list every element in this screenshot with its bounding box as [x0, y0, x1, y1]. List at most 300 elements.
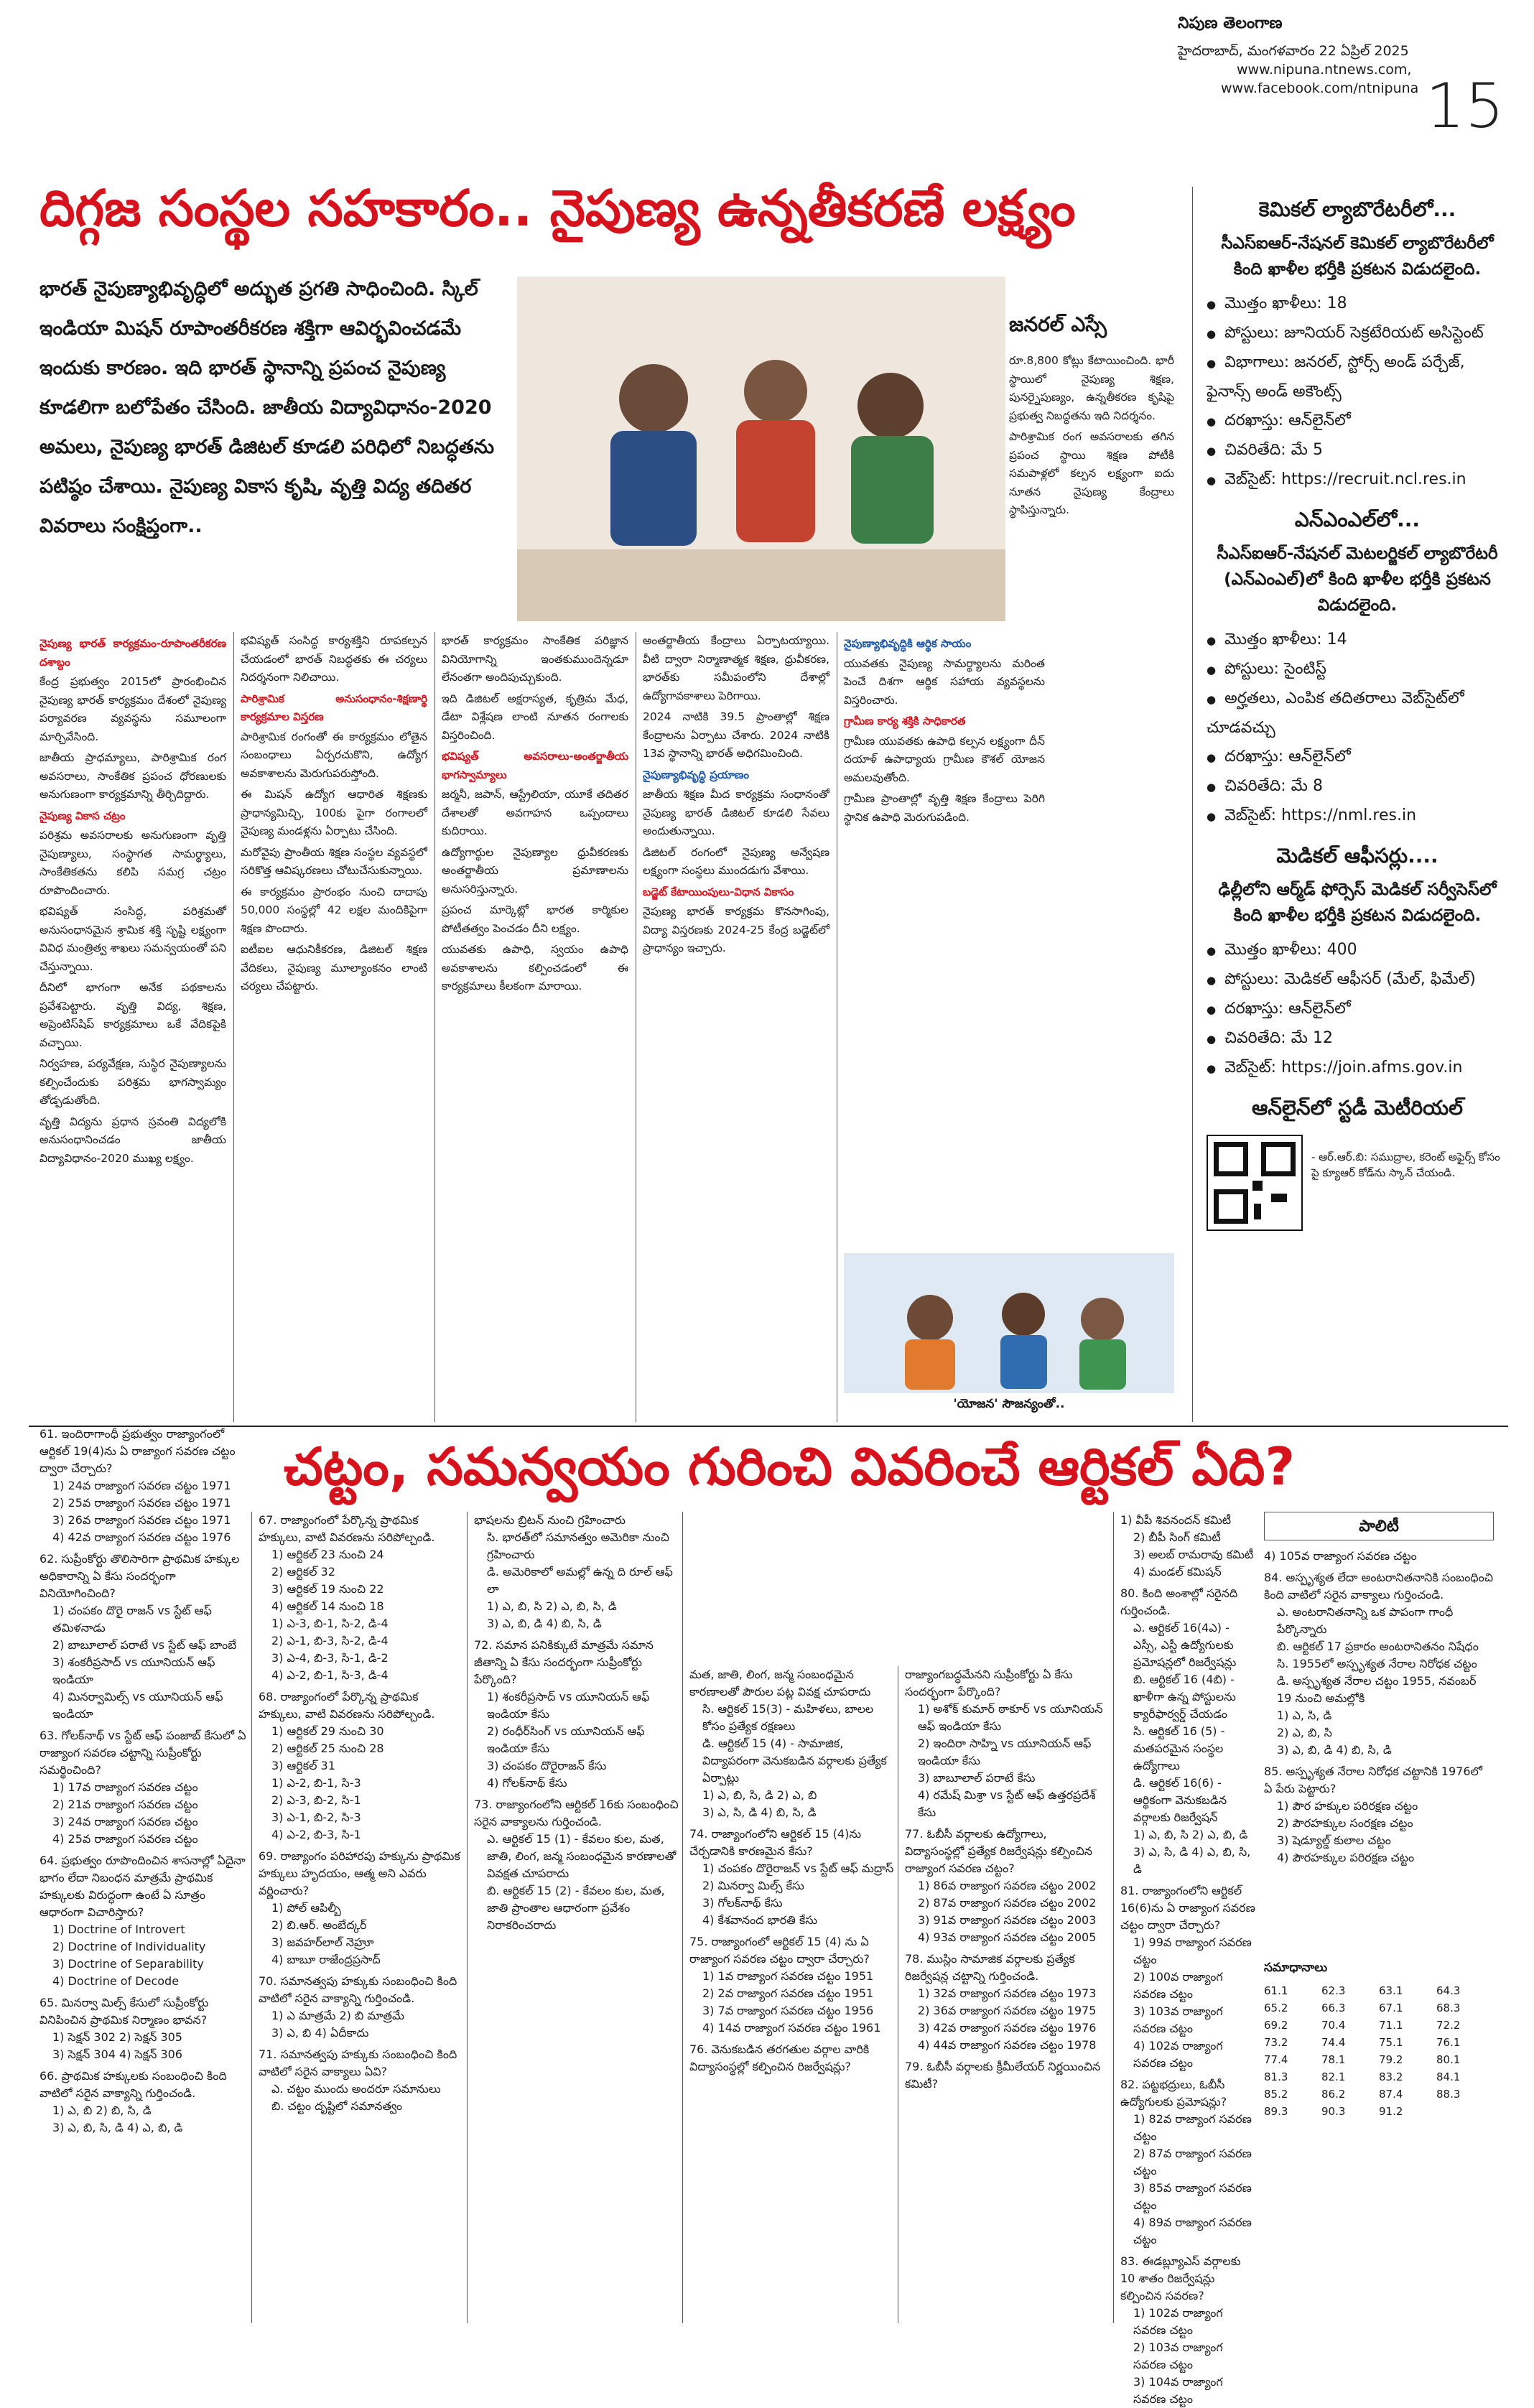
- paragraph: దీనిలో భాగంగా అనేక పథకాలను ప్రవేశపెట్టారు. వృత్తి విద్య, శిక్షణ, అప్రెంటిస్‌షిప్ కార్యక్రమాలు ఒకే వేదికపైకి వచ్చాయి.: [39, 981, 226, 1049]
- question-option: 3) సెక్షన్ 304 4) సెక్షన్ 306: [52, 2047, 182, 2061]
- quiz-question: [259, 1512, 463, 1684]
- paragraph: పరిశ్రమ అవసరాలకు అనుగుణంగా వృత్తి నైపుణ్యాలు, సంస్థాగత సామర్థ్యాలు, సాంకేతికతను కలిపి సమగ్ర చట్రం రూపొందించారు.: [39, 829, 226, 897]
- paragraph: గ్రామీణ ప్రాంతాల్లో వృత్తి శిక్షణ కేంద్రాలు పెరిగి స్థానిక ఉపాధి మెరుగుపడింది.: [844, 792, 1045, 824]
- job-details-list: [1207, 936, 1508, 1083]
- question-option: 4) రమేష్ మిశ్రా vs స్టేట్ ఆఫ్ ఉత్తరప్రదేశ్ కేసు: [918, 1788, 1096, 1819]
- question-option: 2) 87వ రాజ్యాంగ సవరణ చట్టం 2002: [918, 1896, 1097, 1910]
- question-option: సి. ఆర్టికల్ 15(3) - మహిళలు, బాలల కోసం ప్రత్యేక రక్షణలు: [702, 1702, 874, 1733]
- column-divider: [467, 1512, 468, 2323]
- question-option: 2) ఎ-1, బి-3, సి-2, డి-4: [271, 1634, 389, 1647]
- qr-code-icon[interactable]: [1207, 1135, 1303, 1231]
- question-text: 62. సుప్రీంకోర్టు తొలిసారిగా ప్రాథమిక హక్కుల అధికారాన్ని ఏ కేసు సందర్భంగా వినియోగించింది?: [39, 1552, 240, 1600]
- masthead: [1178, 14, 1465, 98]
- section-label: పాలిటీ: [1264, 1512, 1494, 1540]
- question-option: డి. ఆర్టికల్ 16(6) - ఆర్థికంగా వెనుకబడిన వర్గాలకు రిజర్వేషన్: [1133, 1776, 1227, 1824]
- quiz-question: [474, 1796, 679, 1934]
- question-option: 3) 104వ రాజ్యాంగ సవరణ చట్టం: [1133, 2375, 1223, 2406]
- paragraph: యువతకు ఉపాధి, స్వయం ఉపాధి అవకాశాలను కల్పించడంలో ఈ కార్యక్రమాలు కీలకంగా మారాయి.: [442, 943, 628, 993]
- question-option: 2) రంధీర్‌సింగ్ vs యూనియన్ ఆఫ్ ఇండియా కేసు: [487, 1724, 645, 1755]
- quiz-question: [1120, 1512, 1257, 1581]
- question-text: 65. మినర్వా మిల్స్ కేసులో సుప్రీంకోర్టు వినిపించిన ప్రాథమిక నిర్మాణం భావన?: [39, 1996, 209, 2027]
- job-detail: ● చివరితేది: మే 5: [1207, 436, 1508, 465]
- question-text: భాషలను బ్రిటన్ నుంచి గ్రహించారు: [474, 1513, 626, 1527]
- quiz-question: [39, 1727, 248, 1848]
- jobs-sidebar: [1207, 197, 1508, 1231]
- article-headline: దిగ్గజ సంస్థల సహకారం.. నైపుణ్య ఉన్నతీకరణే లక్ష్యం: [39, 179, 1076, 238]
- question-text: 63. గోలక్‌నాథ్ vs స్టేట్ ఆఫ్ పంజాబ్ కేసులో ఏ రాజ్యాంగ సవరణ చట్టాన్ని సుప్రీంకోర్టు సమర్థించింది?: [39, 1729, 246, 1777]
- quiz-question: [689, 1933, 894, 2037]
- question-option: 1) Doctrine of Introvert: [52, 1923, 185, 1936]
- answer-item: 88.3: [1436, 2088, 1461, 2101]
- question-option: 3) అలబ్ రామరావు కమిటీ: [1133, 1548, 1254, 1561]
- question-option: 3) 42వ రాజ్యాంగ సవరణ చట్టం 1976: [918, 2021, 1097, 2035]
- job-block-nml: [1207, 508, 1508, 831]
- question-text: 82. పట్టభద్రులు, ఓబీసీ ఉద్యోగులకు ప్రమోషన్లు?: [1120, 2078, 1227, 2109]
- quiz-column-6: [1120, 1512, 1257, 2406]
- quiz-question: [905, 1666, 1110, 1821]
- job-website[interactable]: ● వెబ్‌సైట్: https://recruit.ncl.res.in: [1207, 465, 1508, 495]
- question-text: 4) 105వ రాజ్యాంగ సవరణ చట్టం: [1264, 1549, 1417, 1563]
- question-option: 1) 99వ రాజ్యాంగ సవరణ చట్టం: [1133, 1935, 1252, 1966]
- quiz-question: [689, 2041, 894, 2075]
- question-option: 3) ఎ, బి, సి, డి 4) ఎ, బి, డి: [52, 2121, 183, 2134]
- answer-item: 77.4: [1264, 2053, 1288, 2066]
- quiz-question: [1264, 1569, 1494, 1759]
- question-option: 1) శంకరీప్రసాద్ vs యూనియన్ ఆఫ్ ఇండియా కేసు: [487, 1690, 650, 1721]
- question-option: 3) ఎ, సి, డి 4) బి, సి, డి: [702, 1805, 817, 1819]
- page-number: 15: [1426, 70, 1505, 142]
- paragraph: వృత్తి విద్యను ప్రధాన స్రవంతి విద్యలోకి అనుసంధానించడం జాతీయ విద్యావిధానం-2020 ముఖ్య లక్ష్యం.: [39, 1115, 226, 1165]
- quiz-question: [905, 2058, 1110, 2093]
- question-option: బి. ఆర్టికల్ 17 ప్రకారం అంటరానితనం నిషేధం: [1277, 1640, 1479, 1653]
- column-divider: [434, 632, 435, 1422]
- quiz-question: [259, 2046, 463, 2115]
- question-text: 81. రాజ్యాంగంలోని ఆర్టికల్ 16(6)ను ఏ రాజ్యాంగ సవరణ చట్టం ద్వారా చేర్చారు?: [1120, 1884, 1255, 1932]
- article-column-4: [643, 632, 829, 1422]
- dateline: హైదరాబాద్, మంగళవారం 22 ఏప్రిల్ 2025: [1178, 43, 1409, 59]
- paragraph: జాతీయ ప్రాధమ్యాలు, పారిశ్రామిక రంగ అవసరాలు, సాంకేతిక ప్రపంచ ధోరణులకు అనుగుణంగా కార్యక్రమాన్ని తీర్చిదిద్దారు.: [39, 751, 226, 801]
- question-option: 2) ఇందిరా సాహ్ని vs యూనియన్ ఆఫ్ ఇండియా కేసు: [918, 1737, 1092, 1767]
- answer-item: 62.3: [1321, 1984, 1346, 1997]
- question-option: 1) 102వ రాజ్యాంగ సవరణ చట్టం: [1133, 2306, 1223, 2337]
- question-option: 1) పోల్ ఆపిల్బీ: [271, 1901, 341, 1915]
- job-detail: ● పోస్టులు: మెడికల్ ఆఫీసర్ (మేల్, ఫిమేల్): [1207, 965, 1508, 995]
- answer-item: 66.3: [1321, 2002, 1346, 2014]
- yojana-image: [844, 1253, 1174, 1393]
- job-detail: ● దరఖాస్తు: ఆన్‌లైన్‌లో: [1207, 406, 1508, 436]
- job-website[interactable]: ● వెబ్‌సైట్: https://join.afms.gov.in: [1207, 1054, 1508, 1083]
- question-option: 2) మినర్వా మిల్స్ కేసు: [702, 1879, 804, 1892]
- paragraph: యువతకు నైపుణ్య సామర్థ్యాలను మరింత పెంచే దిశగా ఆర్థిక సహాయ వ్యవస్థలను విస్తరించారు.: [844, 656, 1045, 707]
- question-text: 83. ఈడబ్ల్యూఎస్ వర్గాలకు 10 శాతం రిజర్వేషన్లు కల్పించిన సవరణ?: [1120, 2254, 1241, 2302]
- answer-item: 84.1: [1436, 2070, 1461, 2083]
- question-option: 2) ఆర్టికల్ 32: [271, 1565, 335, 1579]
- answer-item: 85.2: [1264, 2088, 1288, 2101]
- question-option: 1) 86వ రాజ్యాంగ సవరణ చట్టం 2002: [918, 1879, 1097, 1892]
- paragraph: కేంద్ర ప్రభుత్వం 2015లో ప్రారంభించిన నైపుణ్య భారత్ కార్యక్రమం దేశంలో నైపుణ్య పర్యావరణ వ్యవస్థను సమూలంగా మార్చివేసింది.: [39, 675, 226, 743]
- question-text: 69. రాజ్యాంగం పరిహారపు హక్కును ప్రాథమిక హక్కులు హృదయం, ఆత్మ అని ఎవరు వర్ణించారు?: [259, 1849, 460, 1897]
- question-option: 3) 26వ రాజ్యాంగ సవరణ చట్టం 1971: [52, 1513, 231, 1527]
- job-detail: ● పోస్టులు: సైంటిస్ట్: [1207, 655, 1508, 684]
- question-option: డి. అస్పృశ్యత నేరాల చట్టం 1955, నవంబర్ 19 నుంచి అమల్లోకి: [1277, 1674, 1477, 1705]
- question-option: 4) 44వ రాజ్యాంగ సవరణ చట్టం 1978: [918, 2038, 1097, 2052]
- question-option: 1) 82వ రాజ్యాంగ సవరణ చట్టం: [1133, 2112, 1252, 2143]
- answer-item: 90.3: [1321, 2105, 1346, 2118]
- question-option: 3) Doctrine of Separability: [52, 1957, 204, 1971]
- question-option: 3) గోలక్‌నాథ్ కేసు: [702, 1896, 783, 1910]
- paragraph: 2024 నాటికి 39.5 ప్రాంతాల్లో శిక్షణ కేంద్రాలను ఏర్పాటు చేశారు. 2024 నాటికి 13వ స్థానాన్ని భారత్ అధిగమించింది.: [643, 710, 829, 760]
- subheading: నైపుణ్యాభివృద్ధికి ఆర్థిక సాయం: [844, 637, 972, 650]
- question-option: 4) 102వ రాజ్యాంగ సవరణ చట్టం: [1133, 2039, 1223, 2070]
- answer-item: 63.1: [1379, 1984, 1403, 1997]
- paragraph: ఇది డిజిటల్ అక్షరాస్యత, కృత్రిమ మేధ, డేటా విశ్లేషణ లాంటి నూతన రంగాలకు విస్తరించింది.: [442, 692, 628, 742]
- question-text: 79. ఓబీసీ వర్గాలకు క్రీమీలేయర్ నిర్ణయించిన కమిటీ?: [905, 2060, 1101, 2091]
- job-detail: ● చివరితేది: మే 8: [1207, 772, 1508, 801]
- question-option: 4) 93వ రాజ్యాంగ సవరణ చట్టం 2005: [918, 1930, 1097, 1944]
- answer-item: 91.2: [1379, 2105, 1403, 2118]
- question-option: 1) ఆర్టికల్ 23 నుంచి 24: [271, 1548, 384, 1561]
- answer-key: [1264, 1961, 1494, 2120]
- quiz-question: [1120, 2253, 1257, 2408]
- question-option: 1) ఎ మాత్రమే 2) బి మాత్రమే: [271, 2009, 404, 2022]
- job-block-afms: [1207, 844, 1508, 1083]
- quiz-question: [259, 1848, 463, 1968]
- question-option: 2) Doctrine of Individuality: [52, 1940, 206, 1953]
- article-intro: భారత్ నైపుణ్యాభివృద్ధిలో అద్భుత ప్రగతి సాధించింది. స్కిల్ ఇండియా మిషన్ రూపాంతరీకరణ శక్తిగా ఆవిర్భవించడమే ఇందుకు కారణం. ఇది భారత్ స్థానాన్ని ప్రపంచ నైపుణ్య కూడలిగా బలోపేతం చేసింది. జాతీయ విద్యావిధానం-2020 అమలు, నైపుణ్య భారత్ డిజిటల్ కూడలి పరిధిలో నిబద్ధతను పటిష్ఠం చేశాయి. నైపుణ్య వికాస కృషి, వృత్తి విద్య తదితర వివరాలు సంక్షిప్తంగా..: [39, 278, 495, 537]
- question-text: రాజ్యాంగబద్ధమేనని సుప్రీంకోర్టు ఏ కేసు సందర్భంగా పేర్కొంది?: [905, 1668, 1073, 1698]
- paragraph: గ్రామీణ యువతకు ఉపాధి కల్పన లక్ష్యంగా దీన్ దయాళ్ ఉపాధ్యాయ గ్రామీణ కౌశల్ యోజన అమలవుతోంది.: [844, 734, 1045, 784]
- job-subtitle: సీఎస్ఐఆర్-నేషనల్ కెమికల్ ల్యాబొరేటరీలో కింది ఖాళీల భర్తీకి ప్రకటన విడుదలైంది.: [1221, 234, 1494, 279]
- question-option: ఎ. చట్టం ముందు అందరూ సమానులు: [271, 2082, 441, 2096]
- question-option: ఎ. ఆర్టికల్ 15 (1) - కేవలం కుల, మత, జాతి, లింగ, జన్మ సంబంధమైన కారణాలతో వివక్షత చూపరాదు: [487, 1832, 677, 1880]
- quiz-question: [905, 1826, 1110, 1946]
- answer-item: 69.2: [1264, 2019, 1288, 2032]
- question-option: 3) ఎ-4, బి-3, సి-1, డి-2: [271, 1651, 389, 1665]
- job-detail: ● దరఖాస్తు: ఆన్‌లైన్‌లో: [1207, 743, 1508, 772]
- article-column-top: [1009, 352, 1174, 610]
- paragraph: ఉద్యోగార్థుల నైపుణ్యాల ధ్రువీకరణకు అంతర్జాతీయ ప్రమాణాలను అనుసరిస్తున్నారు.: [442, 845, 628, 896]
- question-option: 2) పౌరహక్కుల సంరక్షణ చట్టం: [1277, 1816, 1413, 1830]
- paragraph: మరోవైపు ప్రాంతీయ శిక్షణ సంస్థల వ్యవస్థలో సరికొత్త ఆవిష్కరణలు చోటుచేసుకున్నాయి.: [241, 845, 427, 877]
- question-option: 1) చంపకం దొరై రాజన్ vs స్టేట్ ఆఫ్ తమిళనాడు: [52, 1604, 212, 1635]
- job-heading: మెడికల్ ఆఫీసర్లు....: [1276, 844, 1438, 868]
- quiz-question: [689, 1826, 894, 1929]
- question-option: 2) 103వ రాజ్యాంగ సవరణ చట్టం: [1133, 2340, 1223, 2371]
- question-option: 1) సెక్షన్ 302 2) సెక్షన్ 305: [52, 2030, 182, 2044]
- quiz-question: [39, 2068, 248, 2137]
- question-text: 85. అస్పృశ్యత నేరాల నిరోధక చట్టానికి 1976లో ఏ పేరు పెట్టారు?: [1264, 1765, 1482, 1795]
- question-option: 2) 2వ రాజ్యాంగ సవరణ చట్టం 1951: [702, 1986, 874, 2000]
- question-option: 1) పౌర హక్కుల పరిరక్షణ చట్టం: [1277, 1799, 1418, 1813]
- column-divider: [233, 632, 234, 1422]
- question-text: 71. సమానత్వపు హక్కుకు సంబంధించి కింది వాటిలో సరైన వాక్యాలు ఏవి?: [259, 2047, 457, 2078]
- quiz-question: [474, 1512, 679, 1632]
- question-text: 77. ఓబీసీ వర్గాలకు ఉద్యోగాలు, విద్యాసంస్థల్లో ప్రత్యేక రిజర్వేషన్లు కల్పించిన రాజ్యాంగ సవరణ చట్టం?: [905, 1827, 1093, 1875]
- quiz-question: [39, 1426, 248, 1546]
- question-option: 3) ఎ, బి, డి 4) బి, సి, డి: [1277, 1743, 1392, 1757]
- question-option: 2) 21వ రాజ్యాంగ సవరణ చట్టం: [52, 1798, 198, 1811]
- job-detail: ● మొత్తం ఖాళీలు: 400: [1207, 936, 1508, 965]
- quiz-question: [1264, 1548, 1494, 1565]
- question-text: 67. రాజ్యాంగంలో పేర్కొన్న ప్రాథమిక హక్కులు, వాటి వివరణను సరిపోల్చండి.: [259, 1513, 435, 1544]
- question-option: 3) షెడ్యూల్డ్ కులాల చట్టం: [1277, 1833, 1391, 1847]
- quiz-question: [1120, 1585, 1257, 1878]
- quiz-column-7: [1264, 1548, 1494, 1950]
- question-option: బి. ఆర్టికల్ 15 (2) - కేవలం కుల, మత, జాతి ప్రాంతాల ఆధారంగా ప్రవేశం నిరాకరించరాదు: [487, 1884, 665, 1932]
- question-option: 2) బాబూలాల్ పరాటే vs స్టేట్ ఆఫ్ బాంబే: [52, 1638, 237, 1652]
- quiz-question: [39, 1551, 248, 1723]
- answer-item: 73.2: [1264, 2036, 1288, 2049]
- job-block-ncl: [1207, 197, 1508, 495]
- column-divider: [251, 1512, 252, 2323]
- training-illustration: [844, 1253, 1174, 1393]
- column-divider: [682, 1512, 683, 2323]
- answer-item: 82.1: [1321, 2070, 1346, 2083]
- article-byline: జనరల్ ఎస్సే: [1009, 312, 1107, 336]
- answer-item: 87.4: [1379, 2088, 1403, 2101]
- answer-item: 72.2: [1436, 2019, 1461, 2032]
- question-option: 3) 103వ రాజ్యాంగ సవరణ చట్టం: [1133, 2004, 1223, 2035]
- answer-item: 68.3: [1436, 2002, 1461, 2014]
- job-detail: ● పోస్టులు: జూనియర్ సెక్రటేరియట్ అసిస్టెంట్: [1207, 319, 1508, 348]
- job-detail: ● విభాగాలు: జనరల్, స్టోర్స్ అండ్ పర్చేజ్, ఫైనాన్స్ అండ్ అకౌంట్స్: [1207, 348, 1508, 406]
- question-text: 72. సమాన పనికిక్కుటే మాత్రమే సమాన జీతాన్ని ఏ కేసు సందర్భంగా సుప్రీంకోర్టు పేర్కొంది?: [474, 1638, 654, 1686]
- question-option: 1) ఎ, బి, సి 2) ఎ, బి, డి: [1133, 1828, 1248, 1841]
- job-subtitle: ఢిల్లీలోని ఆర్మ్‌డ్ ఫోర్సెస్ మెడికల్ సర్వీసెస్‌లో కింది ఖాళీల భర్తీకి ప్రకటన విడుదలైంది.: [1218, 880, 1497, 925]
- answer-item: 86.2: [1321, 2088, 1346, 2101]
- question-option: 3) ఎ, బి, డి 4) బి, సి, డి: [487, 1617, 602, 1630]
- question-option: 3) జవహర్‌లాల్ నెహ్రూ: [271, 1935, 374, 1949]
- facebook-link[interactable]: www.facebook.com/ntnipuna: [1221, 80, 1419, 96]
- answer-grid: [1264, 1982, 1494, 2120]
- paragraph: రూ.8,800 కోట్లు కేటాయించింది. భారీ స్థాయిలో నైపుణ్య శిక్షణ, పునర్నైపుణ్యం, ఉన్నతీకరణ కృషిపై ప్రభుత్వ నిబద్ధతను ఇది నిదర్శనం.: [1009, 354, 1174, 422]
- question-text: 74. రాజ్యాంగంలోని ఆర్టికల్ 15 (4)ను చేర్చడానికి కారణమైన కేసు?: [689, 1827, 862, 1858]
- question-option: 1) ఎ-2, బి-1, సి-3: [271, 1776, 361, 1790]
- question-option: 1) ఆర్టికల్ 29 నుంచి 30: [271, 1724, 384, 1738]
- question-option: డి. ఆర్టికల్ 15 (4) - సామాజిక, విద్యాపరంగా వెనుకబడిన వర్గాలకు ప్రత్యేక ఏర్పాట్లు: [702, 1737, 887, 1785]
- question-option: బి. చట్టం దృష్టిలో సమానత్వం: [271, 2099, 402, 2113]
- question-option: 3) ఆర్టికల్ 31: [271, 1759, 335, 1772]
- answer-key-title: సమాధానాలు: [1264, 1961, 1328, 1975]
- question-option: 4) గోలక్‌నాథ్ కేసు: [487, 1776, 567, 1790]
- paragraph: భవిష్యత్ సంసిద్ధ కార్యశక్తిని రూపకల్పన చేయడంలో భారత్ నిబద్ధతకు ఈ చర్యలు నిదర్శనంగా నిలిచాయి.: [241, 634, 427, 684]
- paper-name: నిపుణ తెలంగాణ: [1178, 14, 1283, 32]
- answer-item: 64.3: [1436, 1984, 1461, 1997]
- paragraph: భారత్ కార్యక్రమం సాంకేతిక పరిజ్ఞాన వినియోగాన్ని ఇంతకుముందెన్నడూ లేనంతగా అందిపుచ్చుకుంది.: [442, 634, 628, 684]
- question-text: 66. ప్రాథమిక హక్కులకు సంబంధించి కింది వాటిలో సరైన వాక్యాన్ని గుర్తించండి.: [39, 2069, 227, 2100]
- answer-item: 76.1: [1436, 2036, 1461, 2049]
- article-column-5: [844, 632, 1045, 1242]
- question-text: మత, జాతి, లింగ, జన్మ సంబంధమైన కారణాలతో పౌరుల పట్ల వివక్ష చూపరాదు: [689, 1668, 871, 1698]
- question-text: 73. రాజ్యాంగంలోని ఆర్టికల్ 16కు సంబంధించి సరైన వాక్యాలను గుర్తించండి.: [474, 1798, 679, 1828]
- question-option: 1) 1వ రాజ్యాంగ సవరణ చట్టం 1951: [702, 1969, 874, 1983]
- question-option: 2) ఆర్టికల్ 25 నుంచి 28: [271, 1742, 384, 1755]
- question-text: 84. అస్పృశ్యత లేదా అంటరానితనానికి సంబంధించి కింది వాటిలో సరైన వాక్యాలు గుర్తించండి.: [1264, 1571, 1493, 1602]
- question-text: 75. రాజ్యాంగంలో ఆర్టికల్ 15 (4) ను ఏ రాజ్యాంగ సవరణ చట్టం ద్వారా చేర్చారు?: [689, 1935, 870, 1966]
- quiz-question: [39, 1994, 248, 2063]
- question-text: 64. ప్రభుత్వం రూపొందించిన శాసనాల్లో ఏదైనా భాగం లేదా నిబంధన మాత్రమే ప్రాథమిక హక్కులకు విరుద్ధంగా ఉంటే ఏ సూత్రం ఆధారంగా విచారిస్తారు?: [39, 1854, 246, 1919]
- article-column-1: [39, 632, 226, 1422]
- question-option: 4) బాబూ రాజేంద్రప్రసాద్: [271, 1953, 381, 1966]
- question-option: 1) ఎ, బి, సి, డి 2) ఎ, బి: [702, 1788, 817, 1802]
- answer-item: 67.1: [1379, 2002, 1403, 2014]
- question-text: 68. రాజ్యాంగంలో పేర్కొన్న ప్రాథమిక హక్కులు, వాటి వివరణను సరిపోల్చండి.: [259, 1690, 435, 1721]
- job-detail: ● అర్హతలు, ఎంపిక తదితరాలు వెబ్‌సైట్‌లో చూడవచ్చు: [1207, 684, 1508, 743]
- paragraph: పారిశ్రామిక రంగంతో ఈ కార్యక్రమం లోతైన సంబంధాలు ఏర్పరచుకొని, ఉద్యోగ అవకాశాలను మెరుగుపరుస్తోంది.: [241, 730, 427, 780]
- study-material-heading: ఆన్‌లైన్‌లో స్టడీ మెటీరియల్: [1252, 1096, 1463, 1120]
- question-option: 4) 42వ రాజ్యాంగ సవరణ చట్టం 1976: [52, 1530, 231, 1544]
- question-option: 3) ఆర్టికల్ 19 నుంచి 22: [271, 1582, 384, 1596]
- question-option: 1) 24వ రాజ్యాంగ సవరణ చట్టం 1971: [52, 1479, 231, 1492]
- question-text: 61. ఇందిరాగాంధీ ప్రభుత్వం రాజ్యాంగంలో ఆర్టికల్ 19(4)ను ఏ రాజ్యాంగ సవరణ చట్టం ద్వారా చేర్చారు?: [39, 1427, 236, 1475]
- quiz-question: [474, 1637, 679, 1792]
- question-option: 4) మండల్ కమిషన్: [1133, 1565, 1222, 1579]
- paragraph: ఈ కార్యక్రమం ప్రారంభం నుంచి దాదాపు 50,000 సంస్థల్లో 42 లక్షల మందికిపైగా శిక్షణ పొందారు.: [241, 885, 427, 935]
- paragraph: జర్మనీ, జపాన్, ఆస్ట్రేలియా, యూకే తదితర దేశాలతో అవగాహన ఒప్పందాలు కుదిరాయి.: [442, 788, 628, 837]
- question-option: 2) 100వ రాజ్యాంగ సవరణ చట్టం: [1133, 1970, 1223, 2001]
- quiz-column-1: [39, 1426, 248, 2323]
- question-option: 3) 7వ రాజ్యాంగ సవరణ చట్టం 1956: [702, 2004, 874, 2017]
- article-column-3: [442, 632, 628, 1422]
- question-option: 4) ఆర్టికల్ 14 నుంచి 18: [271, 1599, 384, 1613]
- article-column-2: [241, 632, 427, 1422]
- question-option: 1) ఎ, బి 2) బి, సి, డి: [52, 2103, 152, 2117]
- question-option: 2) 36వ రాజ్యాంగ సవరణ చట్టం 1975: [918, 2004, 1097, 2017]
- question-text: 78. ముస్లిం సామాజిక వర్గాలకు ప్రత్యేక రిజర్వేషన్ల చట్టాన్ని గుర్తించండి.: [905, 1952, 1075, 1983]
- subheading: గ్రామీణ కార్య శక్తికి సాధికారత: [844, 715, 966, 727]
- job-website[interactable]: ● వెబ్‌సైట్: https://nml.res.in: [1207, 801, 1508, 831]
- answer-item: 61.1: [1264, 1984, 1288, 1997]
- question-text: 76. వెనుకబడిన తరగతుల వర్గాల వారికి విద్యాసంస్థల్లో కల్పించిన రిజర్వేషన్లు?: [689, 2042, 870, 2073]
- paragraph: డిజిటల్ రంగంలో నైపుణ్య అన్వేషణ లక్ష్యంగా సంస్థలు ముందడుగు వేశాయి.: [643, 845, 829, 877]
- answer-item: 79.2: [1379, 2053, 1403, 2066]
- job-detail: ● మొత్తం ఖాళీలు: 18: [1207, 289, 1508, 319]
- credit-note: - ఆర్.ఆర్.బి: సముద్రాల, కరెంట్ అఫైర్స్ కోసం పై క్యూఆర్ కోడ్‌ను స్కాన్ చేయండి.: [1311, 1150, 1500, 1179]
- question-option: బి. ఆర్టికల్ 16 (4బి) - ఖాళీగా ఉన్న పోస్టులను క్యారీఫార్వర్డ్ చేయడం: [1133, 1673, 1236, 1721]
- question-option: 3) 24వ రాజ్యాంగ సవరణ చట్టం: [52, 1815, 198, 1828]
- question-option: 1) ఎ, సి, డి: [1277, 1709, 1332, 1722]
- question-option: 4) కేశవానంద భారతి కేసు: [702, 1913, 818, 1927]
- job-detail: ● మొత్తం ఖాళీలు: 14: [1207, 626, 1508, 655]
- subheading: భవిష్యత్ అవసరాలు-అంతర్జాతీయ భాగస్వామ్యాలు: [442, 750, 628, 781]
- subheading: నైపుణ్యాభివృద్ధి ప్రయాణం: [643, 768, 749, 781]
- question-option: ఎ. అంటరానితనాన్ని ఒక పాపంగా గాంధీ పేర్కొన్నారు: [1277, 1605, 1454, 1636]
- column-divider: [1113, 1512, 1114, 2323]
- job-subtitle: సీఎస్ఐఆర్-నేషనల్ మెటలర్జికల్ ల్యాబొరేటరీ (ఎన్ఎంఎల్)లో కింది ఖాళీల భర్తీకి ప్రకటన విడుదలైంది.: [1217, 544, 1498, 615]
- job-heading: ఎన్ఎంఎల్‌లో...: [1294, 508, 1421, 531]
- question-option: 3) ఎ-1, బి-2, సి-3: [271, 1810, 361, 1824]
- paragraph: అంతర్జాతీయ కేంద్రాలు ఏర్పాటయ్యాయి. వీటి ద్వారా నిర్మాణాత్మక శిక్షణ, ధ్రువీకరణ, భారత్‌కు సమీపంలోని దేశాల్లో ఉద్యోగావకాశాలు పెరిగాయి.: [643, 634, 829, 702]
- question-text: 1) వీపీ శివనందన్ కమిటీ: [1120, 1513, 1232, 1527]
- question-option: 1) 17వ రాజ్యాంగ సవరణ చట్టం: [52, 1780, 198, 1794]
- question-option: 3) ఎ, సి, డి 4) ఎ, బి, సి, డి: [1133, 1845, 1251, 1876]
- quiz-column-2: [259, 1512, 463, 2323]
- question-option: 4) ఎ-2, బి-1, సి-3, డి-4: [271, 1668, 389, 1682]
- question-option: 4) ఎ-2, బి-3, సి-1: [271, 1828, 361, 1841]
- job-detail: ● చివరితేది: మే 12: [1207, 1024, 1508, 1054]
- quiz-question: [905, 1951, 1110, 2054]
- quiz-question: [689, 1666, 894, 1821]
- quiz-column-4: [689, 1666, 894, 2323]
- question-option: 4) 25వ రాజ్యాంగ సవరణ చట్టం: [52, 1832, 198, 1846]
- quiz-question: [1120, 2076, 1257, 2249]
- image-caption: 'యోజన' సౌజన్యంతో..: [953, 1397, 1065, 1411]
- qr-block: [1207, 1135, 1508, 1231]
- paragraph: జాతీయ శిక్షణ మీద కార్యక్రమ సంధానంతో నైపుణ్య భారత్ డిజిటల్ కూడలి సేవలు అందుతున్నాయి.: [643, 788, 829, 837]
- question-option: 1) చంపకం దొరైరాజన్ vs స్టేట్ ఆఫ్ మద్రాస్: [702, 1861, 894, 1875]
- question-option: 3) ఎ, బి 4) ఏదీకాదు: [271, 2026, 369, 2040]
- question-option: 2) బీపీ సింగ్ కమిటీ: [1133, 1530, 1221, 1544]
- subheading: నైపుణ్య వికాస చట్రం: [39, 809, 126, 822]
- answer-item: 89.3: [1264, 2105, 1288, 2118]
- web-link[interactable]: www.nipuna.ntnews.com,: [1237, 62, 1412, 78]
- job-heading: కెమికల్ ల్యాబొరేటరీలో...: [1258, 197, 1456, 221]
- subheading: బడ్జెట్ కేటాయింపులు-విధాన వికాసం: [643, 885, 794, 898]
- question-option: 1) అశోక్ కుమార్ ఠాకూర్ vs యూనియన్ ఆఫ్ ఇండియా కేసు: [918, 1702, 1103, 1733]
- answer-item: 80.1: [1436, 2053, 1461, 2066]
- job-details-list: [1207, 626, 1508, 831]
- question-option: 4) Doctrine of Decode: [52, 1974, 180, 1988]
- question-option: ఎ. ఆర్టికల్ 16(4ఎ) - ఎస్సీ, ఎస్టీ ఉద్యోగులకు ప్రమోషన్లలో రిజర్వేషన్లు: [1133, 1621, 1237, 1669]
- subheading: నైపుణ్య భారత్ కార్యక్రమం-రూపాంతరీకరణ దశాబ్దం: [39, 637, 226, 669]
- quiz-question: [1120, 1882, 1257, 2072]
- question-option: 1) ఎ, బి, సి 2) ఎ, బి, సి, డి: [487, 1599, 617, 1613]
- question-option: 3) 85వ రాజ్యాంగ సవరణ చట్టం: [1133, 2181, 1252, 2212]
- answer-item: 78.1: [1321, 2053, 1346, 2066]
- question-option: సి. భారత్‌లో సమానత్వం అమెరికా నుంచి గ్రహించారు: [487, 1530, 669, 1561]
- workers-illustration: [517, 276, 1005, 621]
- sidebar-divider: [1192, 187, 1193, 1422]
- question-option: 2) ఎ-3, బి-2, సి-1: [271, 1793, 361, 1807]
- question-option: 3) 91వ రాజ్యాంగ సవరణ చట్టం 2003: [918, 1913, 1097, 1927]
- quiz-column-5: [905, 1666, 1110, 2323]
- question-option: సి. ఆర్టికల్ 16 (5) - మతపరమైన సంస్థల ఉద్యోగాలు: [1133, 1724, 1225, 1772]
- paragraph: ప్రపంచ మార్కెట్లో భారత కార్మికుల పోటీతత్వం పెంచడం దీని లక్ష్యం.: [442, 903, 628, 935]
- paragraph: నైపుణ్య భారత్ కార్యక్రమ కొనసాగింపు, విద్యా విస్తరణకు 2024-25 కేంద్ర బడ్జెట్‌లో ప్రాధాన్యం ఇచ్చారు.: [643, 905, 829, 954]
- question-option: 4) పౌరహక్కుల పరిరక్షణ చట్టం: [1277, 1851, 1415, 1864]
- answer-item: 81.3: [1264, 2070, 1288, 2083]
- job-detail: ● దరఖాస్తు: ఆన్‌లైన్‌లో: [1207, 995, 1508, 1024]
- question-option: డి. అమెరికాలో అమల్లో ఉన్న ది రూల్ ఆఫ్ లా: [487, 1565, 673, 1596]
- answer-item: 71.1: [1379, 2019, 1403, 2032]
- question-option: సి. 1955లో అస్పృశ్యత నేరాల నిరోధక చట్టం: [1277, 1657, 1477, 1670]
- job-details-list: [1207, 289, 1508, 495]
- answer-item: 75.1: [1379, 2036, 1403, 2049]
- quiz-column-3: [474, 1512, 679, 2323]
- quiz-question: [1264, 1763, 1494, 1867]
- question-option: 2) 87వ రాజ్యాంగ సవరణ చట్టం: [1133, 2147, 1252, 2177]
- question-option: 3) చంపకం దొరైరాజన్ కేసు: [487, 1759, 607, 1772]
- answer-item: 70.4: [1321, 2019, 1346, 2032]
- question-option: 1) 32వ రాజ్యాంగ సవరణ చట్టం 1973: [918, 1986, 1097, 2000]
- article-image: [517, 276, 1005, 621]
- quiz-question: [259, 1688, 463, 1844]
- answer-item: 65.2: [1264, 2002, 1288, 2014]
- question-option: 3) బాబూలాల్ పరాటే కేసు: [918, 1771, 1036, 1785]
- question-option: 3) శంకరీప్రసాద్ vs యూనియన్ ఆఫ్ ఇండియా: [52, 1655, 215, 1686]
- paragraph: ఐటీఐల ఆధునికీకరణ, డిజిటల్ శిక్షణ వేదికలు, నైపుణ్య మూల్యాంకనం లాంటి చర్యలు చేపట్టారు.: [241, 943, 427, 993]
- paragraph: భవిష్యత్ సంసిద్ధ, పరిశ్రమతో అనుసంధానమైన శ్రామిక శక్తి సృష్టి లక్ష్యంగా వివిధ మంత్రిత్వ శాఖలు సమన్వయంతో పని చేస్తున్నాయి.: [39, 905, 226, 973]
- quiz-question: [39, 1852, 248, 1990]
- paragraph: ఈ మిషన్ ఉద్యోగ ఆధారిత శిక్షణకు ప్రాధాన్యమిచ్చి, 100కు పైగా రంగాలలో నైపుణ్య మండళ్లను ఏర్పాటు చేసింది.: [241, 788, 427, 837]
- answer-item: 83.2: [1379, 2070, 1403, 2083]
- paragraph: నిర్వహణ, పర్యవేక్షణ, సుస్థిర నైపుణ్యాలను కల్పించేందుకు పరిశ్రమ భాగస్వామ్యం తోడ్పడుతోంది.: [39, 1057, 226, 1107]
- quiz-question: [259, 1973, 463, 2042]
- question-option: 2) 25వ రాజ్యాంగ సవరణ చట్టం 1971: [52, 1496, 231, 1510]
- question-option: 4) 89వ రాజ్యాంగ సవరణ చట్టం: [1133, 2216, 1252, 2246]
- subheading: పారిశ్రామిక అనుసంధానం-శిక్షణార్థి కార్యక్రమాల విస్తరణ: [241, 692, 427, 723]
- question-option: 1) ఎ-3, బి-1, సి-2, డి-4: [271, 1617, 389, 1630]
